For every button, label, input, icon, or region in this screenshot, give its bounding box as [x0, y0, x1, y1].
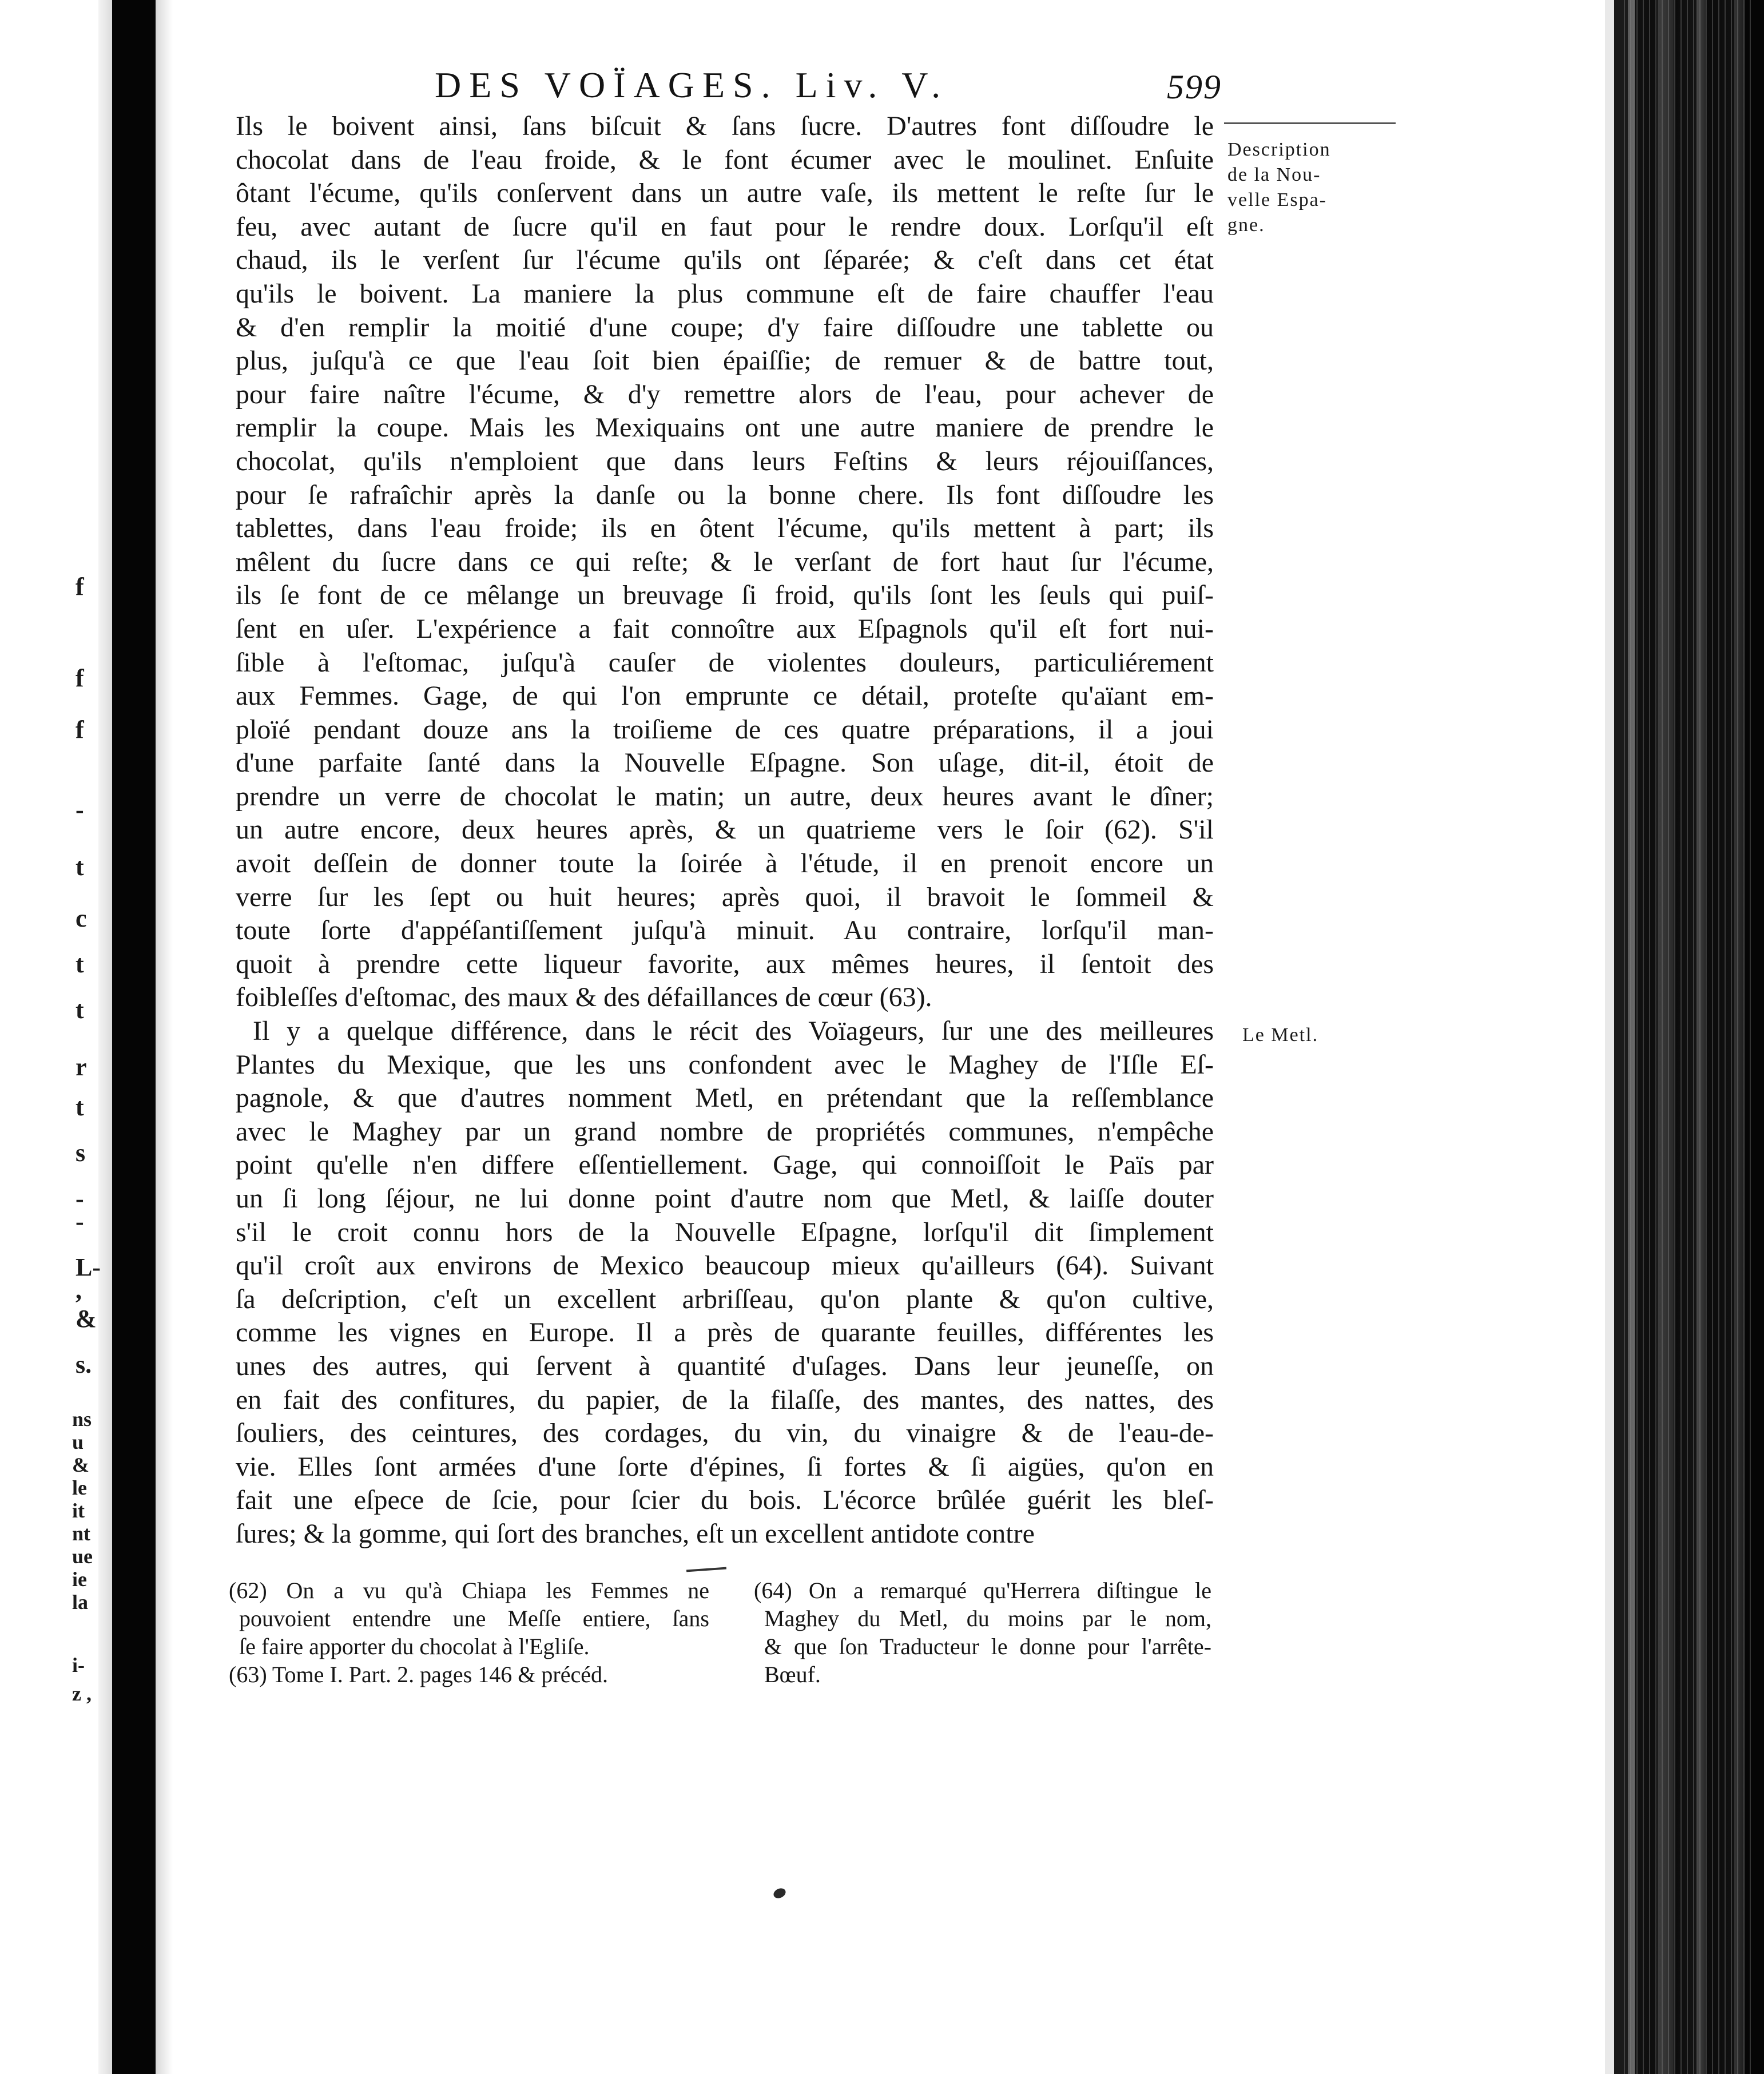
body-line: foibleſſes d'eſtomac, des maux & des défaillances de cœur (63).: [236, 982, 932, 1013]
body-line: chocolat, qu'ils n'emploient que dans leurs Feſtins & leurs réjouiſſances,: [236, 446, 1214, 476]
running-head: DES VOЇAGES. Liv. V.: [435, 65, 949, 105]
body-line: unes des autres, qui ſervent à quantité d'uſages. Dans leur jeuneſſe, on: [236, 1350, 1214, 1381]
body-line: avec le Maghey par un grand nombre de propriétés communes, n'empêche: [236, 1116, 1214, 1147]
body-line: Il y a quelque différence, dans le récit des Voïageurs, ſur une des meilleures: [253, 1016, 1214, 1047]
body-line: d'une parfaite ſanté dans la Nouvelle Eſpagne. Son uſage, dit-il, étoit de: [236, 748, 1214, 778]
body-line: ploïé pendant douze ans la troiſieme de ces quatre préparations, il a joui: [236, 714, 1214, 745]
footnotes-right-column: [754, 1576, 1211, 1688]
body-line: Plantes du Mexique, que les uns confondent avec le Maghey de l'Iſle Eſ-: [236, 1049, 1214, 1080]
footnote-line: Maghey du Metl, du moins par le nom,: [764, 1606, 1211, 1631]
body-line: feu, avec autant de ſucre qu'il en faut pour le rendre doux. Lorſqu'il eſt: [236, 211, 1214, 242]
facing-page-glyph: t: [76, 1093, 84, 1121]
facing-page-glyph: c: [76, 904, 87, 932]
margin-note-line: gne.: [1227, 214, 1265, 236]
body-line: qu'il croît aux environs de Mexico beaucoup mieux qu'ailleurs (64). Suivant: [236, 1250, 1214, 1281]
facing-page-glyph: -: [76, 796, 84, 824]
facing-page-glyph: &: [72, 1453, 89, 1476]
facing-page-bleed-text: [0, 0, 101, 2074]
footnote-line: Bœuf.: [764, 1662, 821, 1687]
body-line: ils ſe font de ce mêlange un breuvage ſi froid, qu'ils ſont les ſeuls qui puiſ-: [236, 580, 1214, 611]
body-line: fait une eſpece de ſcie, pour ſcier du bois. L'écorce brûlée guérit les bleſ-: [236, 1485, 1214, 1516]
body-line: avoit deſſein de donner toute la ſoirée à l'étude, il en prenoit encore un: [236, 848, 1214, 879]
binding-gutter: [112, 0, 156, 2074]
facing-page-glyph: t: [76, 853, 84, 881]
body-line: ſent en uſer. L'expérience a fait connoître aux Eſpagnols qu'il eſt fort nui-: [236, 613, 1214, 644]
facing-page-glyph: ie: [72, 1568, 87, 1591]
page-shadow: [156, 0, 173, 2074]
margin-note-metl: [1242, 1023, 1414, 1048]
facing-page-glyph: nt: [72, 1522, 91, 1545]
body-line: ôtant l'écume, qu'ils conſervent dans un autre vaſe, ils mettent le reſte ſur le: [236, 178, 1214, 209]
body-line: Ils le boivent ainsi, ſans biſcuit & ſans ſucre. D'autres font diſſoudre le: [236, 111, 1214, 141]
body-line: quoit à prendre cette liqueur favorite, aux mêmes heures, il ſentoit des: [236, 948, 1214, 979]
footnote-line: (62) On a vu qu'à Chiapa les Femmes ne: [229, 1578, 709, 1603]
facing-page-glyph: ue: [72, 1545, 93, 1568]
body-line: ſouliers, des ceintures, des cordages, du vin, du vinaigre & de l'eau-de-: [236, 1418, 1214, 1449]
footnote-line: & que ſon Traducteur le donne pour l'arrête-: [764, 1634, 1211, 1659]
facing-page-glyph: t: [76, 950, 84, 978]
facing-page-glyph: it: [72, 1499, 85, 1522]
body-line: en fait des confitures, du papier, de la filaſſe, des mantes, des nattes, des: [236, 1384, 1214, 1415]
facing-page-glyph: ,: [76, 1276, 82, 1304]
facing-page-glyph: le: [72, 1476, 87, 1499]
facing-page-glyph: la: [72, 1591, 89, 1614]
footnote-line: ſe faire apporter du chocolat à l'Egliſe.: [239, 1634, 590, 1659]
facing-page-glyph: r: [76, 1053, 87, 1081]
body-line: ſures; & la gomme, qui ſort des branches, eſt un excellent antidote contre: [236, 1518, 1035, 1549]
facing-page-glyph: i-: [72, 1654, 85, 1676]
facing-page-glyph: s: [76, 1139, 86, 1167]
body-line: s'il le croit connu hors de la Nouvelle Eſpagne, lorſqu'il dit ſimplement: [236, 1217, 1214, 1247]
body-line: vie. Elles ſont armées d'une ſorte d'épines, ſi fortes & ſi aigües, qu'on en: [236, 1451, 1214, 1482]
body-line: qu'ils le boivent. La maniere la plus commune eſt de faire chauffer l'eau: [236, 278, 1214, 309]
footnote-line: (64) On a remarqué qu'Herrera diſtingue le: [754, 1578, 1211, 1603]
facing-page-glyph: z ,: [72, 1682, 92, 1705]
margin-note-line: de la Nou-: [1227, 164, 1321, 185]
body-line: plus, juſqu'à ce que l'eau ſoit bien épaiſſie; de remuer & de battre tout,: [236, 345, 1214, 376]
body-line: tablettes, dans l'eau froide; ils en ôtent l'écume, qu'ils mettent à part; ils: [236, 513, 1214, 544]
body-text: [236, 110, 1214, 1551]
body-line: prendre un verre de chocolat le matin; un autre, deux heures avant le dîner;: [236, 781, 1214, 812]
body-line: chocolat dans de l'eau froide, & le font écumer avec le moulinet. Enſuite: [236, 144, 1214, 175]
facing-page-glyph: L-: [76, 1253, 101, 1281]
facing-page-glyph: &: [76, 1305, 97, 1333]
facing-page-glyph: f: [76, 716, 84, 744]
facing-page-shadow: [98, 0, 112, 2074]
facing-page-glyph: ns: [72, 1408, 92, 1431]
body-line: pagnole, & que d'autres nomment Metl, en prétendant que la reſſemblance: [236, 1083, 1214, 1114]
body-line: pour ſe rafraîchir après la danſe ou la bonne chere. Ils font diſſoudre les: [236, 479, 1214, 510]
margin-note-line: Le Metl.: [1242, 1024, 1319, 1046]
facing-page-glyph: -: [76, 1185, 84, 1213]
body-line: & d'en remplir la moitié d'une coupe; d'y faire diſſoudre une tablette ou: [236, 312, 1214, 343]
facing-page-glyph: f: [76, 664, 84, 692]
facing-page-glyph: t: [76, 996, 84, 1024]
body-line: ſa deſcription, c'eſt un excellent arbriſſeau, qu'on plante & qu'on cultive,: [236, 1284, 1214, 1314]
fore-edge-lines: [1619, 0, 1756, 2074]
body-line: chaud, ils le verſent ſur l'écume qu'ils ont ſéparée; & c'eſt dans cet état: [236, 245, 1214, 276]
body-line: remplir la coupe. Mais les Mexiquains ont une autre maniere de prendre le: [236, 412, 1214, 443]
margin-note-line: velle Espa-: [1227, 189, 1327, 210]
footnotes-left-column: [229, 1576, 709, 1688]
footnote-line: pouvoient entendre une Meſſe entiere, ſans: [239, 1606, 709, 1631]
body-line: ſible à l'eſtomac, juſqu'à cauſer de violentes douleurs, particuliérement: [236, 647, 1214, 678]
page-number: 599: [1167, 68, 1222, 106]
body-line: comme les vignes en Europe. Il a près de quarante feuilles, différentes les: [236, 1317, 1214, 1348]
facing-page-glyph: -: [76, 1207, 84, 1235]
facing-page-glyph: u: [72, 1431, 84, 1453]
body-line: aux Femmes. Gage, de qui l'on emprunte ce détail, proteſte qu'aïant em-: [236, 681, 1214, 712]
body-line: pour faire naître l'écume, & d'y remettre alors de l'eau, pour achever de: [236, 379, 1214, 410]
body-line: mêlent du ſucre dans ce qui reſte; & le verſant de fort haut ſur l'écume,: [236, 546, 1214, 577]
body-line: point qu'elle n'en differe eſſentiellement. Gage, qui connoiſſoit le Païs par: [236, 1150, 1214, 1181]
footnote-line: (63) Tome I. Part. 2. pages 146 & précéd.: [229, 1662, 608, 1687]
body-line: un ſi long ſéjour, ne lui donne point d'autre nom que Metl, & laiſſe douter: [236, 1183, 1214, 1214]
margin-rule: [1224, 122, 1396, 124]
facing-page-glyph: s.: [76, 1350, 92, 1378]
margin-note-line: Description: [1227, 139, 1331, 160]
facing-page-glyph: f: [76, 573, 84, 601]
margin-note-description: [1227, 137, 1399, 238]
body-line: verre ſur les ſept ou huit heures; après quoi, il bravoit le ſommeil &: [236, 881, 1214, 912]
body-line: un autre encore, deux heures après, & un quatrieme vers le ſoir (62). S'il: [236, 814, 1214, 845]
body-line: toute ſorte d'appéſantiſſement juſqu'à minuit. Au contraire, lorſqu'il man-: [236, 915, 1214, 946]
